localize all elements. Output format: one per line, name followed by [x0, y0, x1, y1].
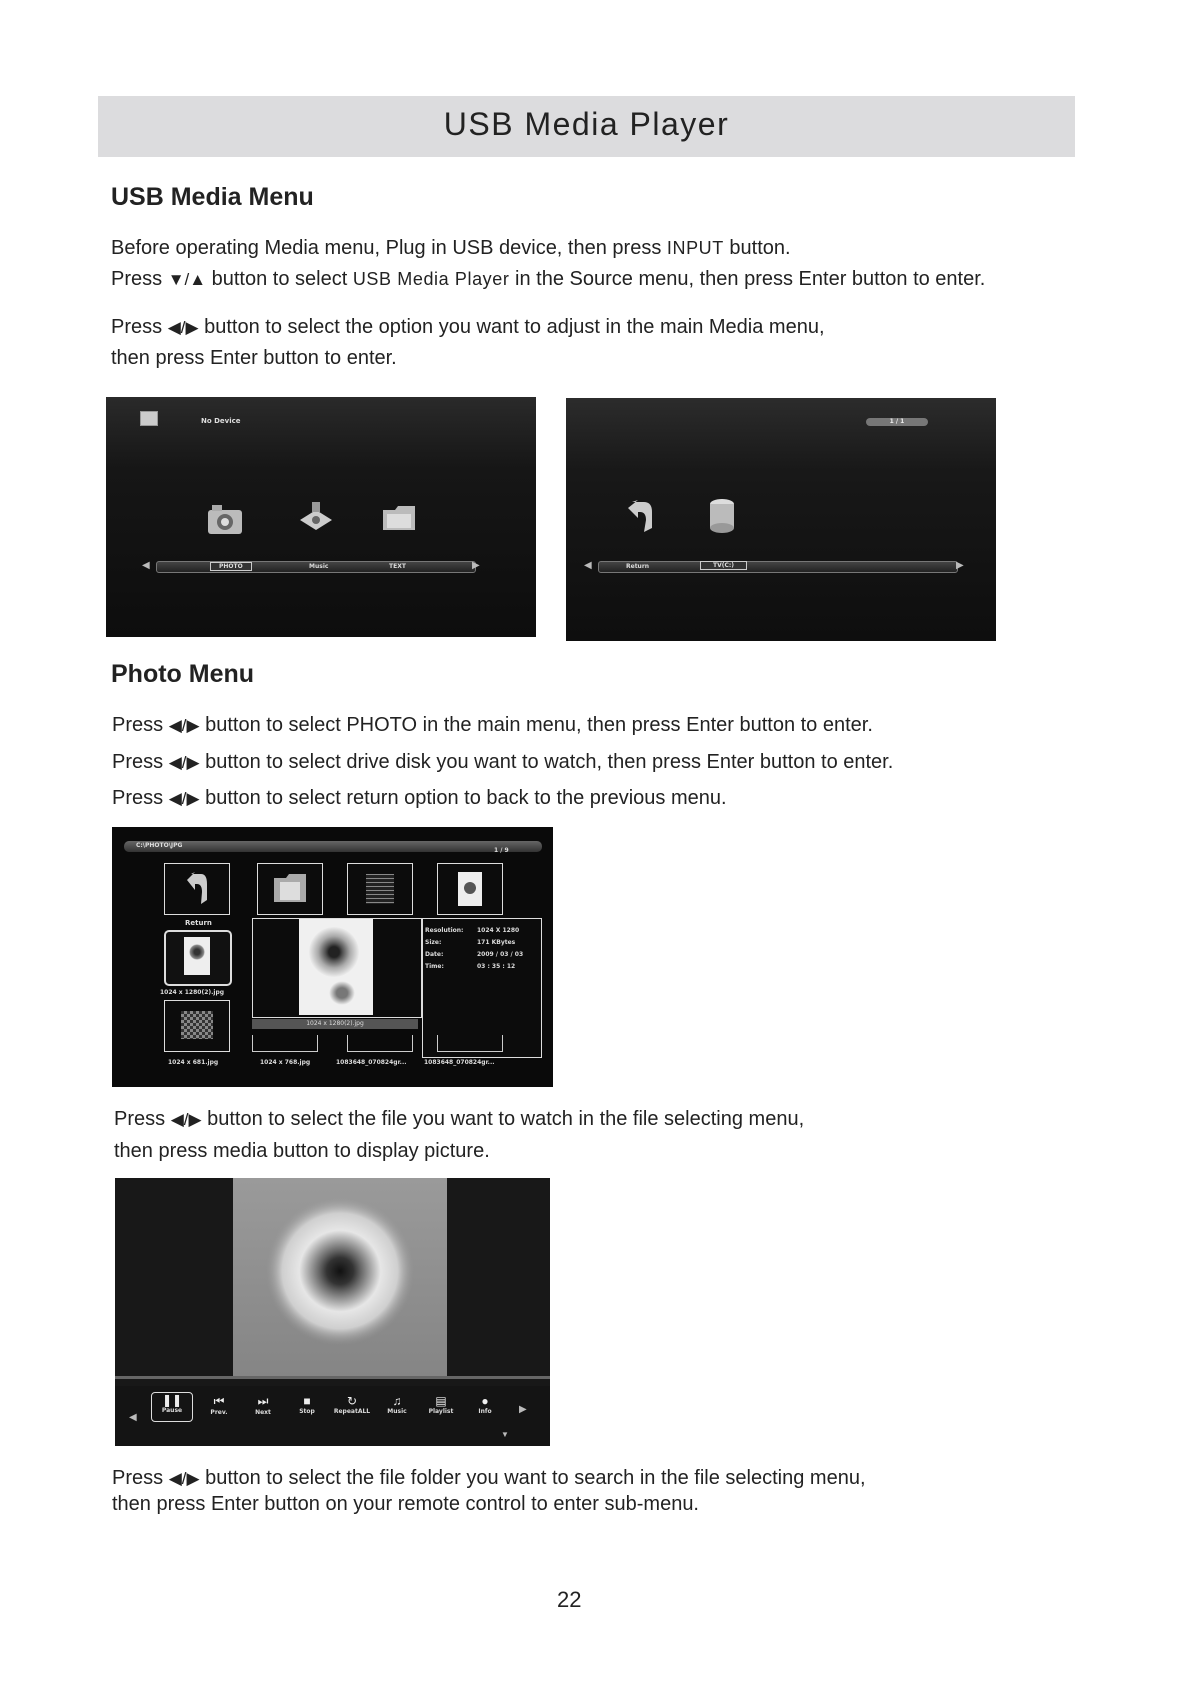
arrow-down-icon: ▼ — [501, 1430, 509, 1439]
text: button to select drive disk you want to watch, then press Enter button to enter. — [199, 751, 894, 773]
photo-camera-icon — [206, 502, 246, 536]
arrow-keys: ◀/▶ — [170, 1110, 202, 1129]
device-icon — [140, 411, 158, 426]
image-thumb-icon — [181, 1011, 213, 1039]
preview-image — [299, 919, 373, 1015]
arrow-keys: ◀/▶ — [168, 789, 200, 808]
text: Press — [112, 714, 169, 736]
music-player-icon — [296, 500, 336, 534]
photo-line-4 — [114, 1104, 804, 1135]
arrow-left-icon: ◀ — [129, 1412, 137, 1423]
text: Press — [112, 751, 169, 773]
label-resolution: Resolution: — [425, 927, 464, 934]
text: button to select the file folder you want to search in the file selecting menu, — [199, 1467, 866, 1489]
text: Press — [112, 1467, 169, 1489]
stop-button[interactable] — [289, 1394, 325, 1415]
arrow-keys: ◀/▶ — [167, 318, 199, 337]
arrow-left-icon: ◀ — [584, 560, 592, 571]
label-date: Date: — [425, 951, 444, 958]
option-photo[interactable]: PHOTO — [210, 562, 252, 571]
arrow-right-icon: ▶ — [472, 560, 480, 571]
value-time: 03 : 35 : 12 — [477, 963, 516, 970]
screenshot-picture-viewer — [115, 1178, 550, 1446]
document-icon — [366, 874, 394, 904]
displayed-picture — [233, 1178, 447, 1376]
repeat-label: RepeatALL — [333, 1408, 371, 1415]
document-tile[interactable] — [347, 863, 413, 915]
info-button[interactable] — [467, 1394, 503, 1415]
option-bar — [598, 561, 958, 573]
text: button to select the file you want to watch in the file selecting menu, — [201, 1108, 805, 1130]
text: button. — [723, 237, 791, 259]
label-time: Time: — [425, 963, 444, 970]
folder-tile[interactable] — [257, 863, 323, 915]
text: button to select — [206, 268, 353, 290]
info-labels — [425, 925, 463, 973]
control-bar — [115, 1386, 550, 1446]
thumbnail-1083648-b[interactable] — [437, 1035, 503, 1052]
photo-line-1 — [112, 710, 873, 741]
text-folder-icon — [381, 502, 417, 534]
arrow-keys: ▼/▲ — [167, 270, 207, 289]
return-label: Return — [185, 919, 212, 927]
paragraph-4: then press Enter button to enter. — [111, 347, 397, 369]
page-indicator: 1 / 1 — [866, 418, 928, 426]
option-music[interactable]: Music — [309, 563, 329, 570]
stop-label: Stop — [299, 1408, 315, 1415]
value-size: 171 KBytes — [477, 939, 516, 946]
screenshot-main-media-menu — [106, 397, 536, 637]
photo-line-7: then press Enter button on your remote control to enter sub-menu. — [112, 1493, 699, 1515]
repeat-button[interactable] — [327, 1394, 377, 1415]
device-status: No Device — [201, 417, 241, 425]
value-date: 2009 / 03 / 03 — [477, 951, 524, 958]
text: Before operating Media menu, Plug in USB device, then press — [111, 237, 667, 259]
return-tile[interactable] — [164, 863, 230, 915]
photo-line-5: then press media button to display picture. — [114, 1140, 490, 1162]
title-banner — [98, 96, 1075, 157]
thumbnail-1024x768[interactable] — [252, 1035, 318, 1052]
prev-label: Prev. — [210, 1409, 228, 1416]
preview-pane — [252, 918, 422, 1018]
source-name: USB Media Player — [352, 269, 510, 289]
paragraph-3 — [111, 312, 825, 343]
divider — [115, 1376, 550, 1379]
section-heading-photo-menu: Photo Menu — [111, 660, 255, 688]
next-icon: ⏭ — [257, 1394, 269, 1408]
section-heading-media-menu: USB Media Menu — [111, 183, 314, 211]
return-arrow-icon — [626, 498, 656, 534]
info-label: Info — [478, 1408, 492, 1415]
info-icon: ● — [481, 1394, 489, 1408]
text: button to select the option you want to adjust in the main Media menu, — [198, 316, 825, 338]
arrow-left-icon: ◀ — [142, 560, 150, 571]
file-label-3: 1083648_070824gr... — [336, 1059, 407, 1066]
page-number: 22 — [557, 1587, 582, 1612]
arrow-keys: ◀/▶ — [168, 1469, 200, 1488]
playlist-label: Playlist — [428, 1408, 454, 1415]
arrow-right-icon: ▶ — [956, 560, 964, 571]
text: Press — [114, 1108, 171, 1130]
music-button[interactable] — [379, 1394, 415, 1415]
page-indicator: 1 / 9 — [494, 847, 509, 854]
arrow-keys: ◀/▶ — [168, 716, 200, 735]
return-arrow-icon — [185, 872, 209, 906]
preview-caption: 1024 x 1280(2).jpg — [252, 1019, 418, 1029]
screenshot-photo-browser — [112, 827, 553, 1087]
playlist-icon: ▤ — [435, 1394, 447, 1408]
repeat-icon: ↻ — [346, 1394, 358, 1408]
flower-thumb-icon — [184, 937, 210, 975]
option-drive-c[interactable]: TV(C:) — [700, 561, 747, 570]
text: Press — [111, 268, 168, 290]
path-label: C:\PHOTO\JPG — [136, 842, 183, 849]
text: Press — [112, 787, 169, 809]
text: Press — [111, 316, 168, 338]
text: button to select PHOTO in the main menu, then press Enter button to enter. — [199, 714, 873, 736]
value-resolution: 1024 X 1280 — [477, 927, 520, 934]
thumbnail-1083648-a[interactable] — [347, 1035, 413, 1052]
next-label: Next — [255, 1409, 271, 1416]
flower-image-icon — [265, 1196, 415, 1346]
option-return[interactable]: Return — [626, 563, 650, 570]
page-title: USB Media Player — [443, 106, 730, 142]
info-values — [477, 925, 523, 973]
photo-line-2 — [112, 747, 893, 778]
photo-line-3 — [112, 783, 727, 814]
folder-icon — [272, 872, 308, 906]
selected-file-label: 1024 x 1280(2).jpg — [160, 989, 225, 996]
file-label-1: 1024 x 681.jpg — [168, 1059, 219, 1066]
screenshot-drive-select — [566, 398, 996, 641]
stop-icon: ■ — [303, 1394, 311, 1408]
key-name: INPUT — [666, 238, 724, 258]
drive-disk-icon — [708, 498, 736, 534]
image-tile[interactable] — [437, 863, 503, 915]
playlist-button[interactable] — [421, 1394, 461, 1415]
text: in the Source menu, then press Enter button to enter. — [509, 268, 986, 290]
option-text[interactable]: TEXT — [389, 563, 406, 570]
file-label-2: 1024 x 768.jpg — [260, 1059, 311, 1066]
paragraph-2 — [111, 264, 985, 295]
prev-icon: ⏮ — [213, 1394, 225, 1408]
pause-label: Pause — [161, 1407, 183, 1414]
next-button[interactable] — [245, 1394, 281, 1416]
path-bar — [124, 841, 542, 852]
image-icon — [458, 872, 482, 906]
file-label-4: 1083648_070824gr... — [424, 1059, 495, 1066]
pause-button[interactable] — [151, 1392, 193, 1422]
paragraph-1 — [111, 233, 791, 264]
arrow-keys: ◀/▶ — [168, 753, 200, 772]
pause-icon: ❚❚ — [161, 1393, 183, 1407]
text: button to select return option to back to the previous menu. — [199, 787, 727, 809]
music-note-icon: ♫ — [392, 1394, 402, 1408]
arrow-right-icon: ▶ — [519, 1404, 527, 1415]
selected-thumbnail[interactable] — [164, 930, 232, 986]
music-label: Music — [387, 1408, 407, 1415]
label-size: Size: — [425, 939, 442, 946]
thumbnail-1024x681[interactable] — [164, 1000, 230, 1052]
prev-button[interactable] — [201, 1394, 237, 1416]
